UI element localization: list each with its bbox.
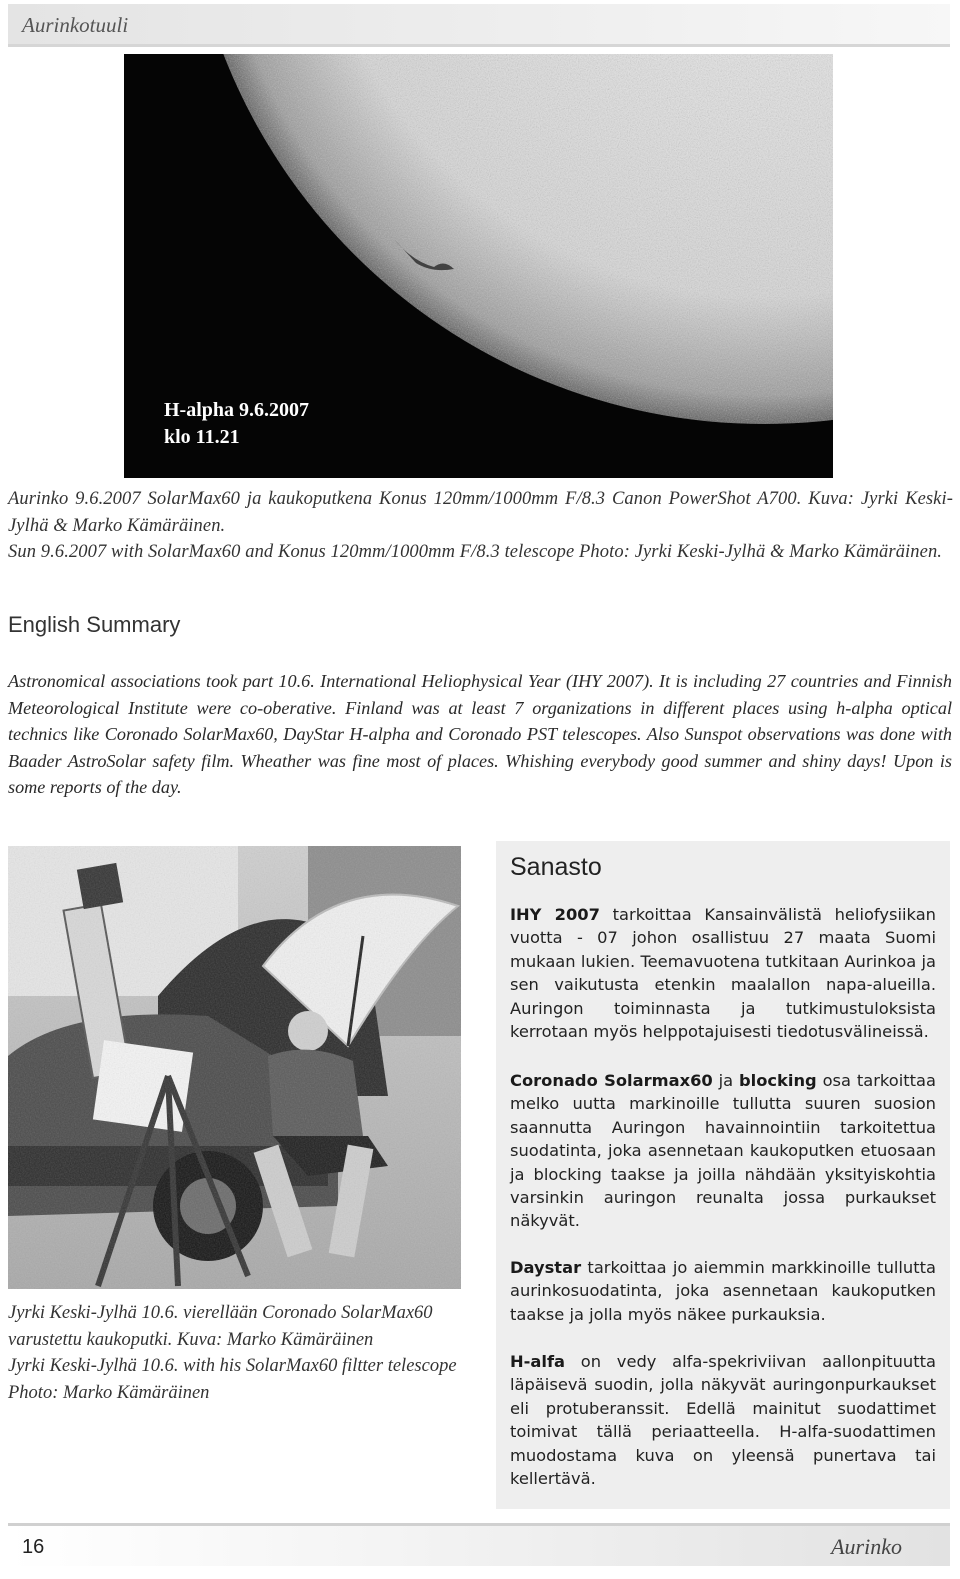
glossary-definition: tarkoittaa jo aiemmin markkinoille tullutta aurinkosuodatinta, joka asennetaan kaukoputken taakse ja jolla myös näkee purkauksia. — [510, 1258, 936, 1324]
sun-caption-finnish: Aurinko 9.6.2007 SolarMax60 ja kaukoputkena Konus 120mm/1000mm F/8.3 Canon PowerShot A700. Kuva: Jyrki Keski-Jylhä & Marko Kämäräinen. — [8, 489, 953, 536]
observer-photo-graphic — [8, 846, 461, 1289]
glossary-term: H-alfa — [510, 1352, 566, 1371]
glossary-entry-coronado — [510, 1069, 936, 1233]
footer-publication-title: Aurinko — [831, 1534, 902, 1559]
glossary-definition: tarkoittaa Kansainvälistä heliofysiikan vuotta - 07 johon osallistuu 27 maata Suomi mukaan lukien. Teemavuotena tutkitaan Aurinkoa ja sen vaikutusta etenkin maalallon napa-alueilla. Auringon toiminnasta ja tutkimustuloksista kerrotaan myös helppotajuisesti tiedotusvälineissä. — [510, 905, 936, 1042]
glossary-entry-h-alfa — [510, 1350, 936, 1490]
page-number: 16 — [22, 1536, 45, 1558]
glossary-entry-daystar — [510, 1256, 936, 1326]
sun-photo-overlay-time: klo 11.21 — [164, 426, 240, 448]
sun-photo-overlay-date: H-alpha 9.6.2007 — [164, 399, 310, 421]
glossary-title: Sanasto — [510, 853, 602, 881]
glossary-definition: osa tarkoittaa melko uutta markinoille tullutta suuren suosion saannutta Auringon havainnointiin tarkoitettua suodatinta, joka asennetaan kaukoputken etuosaan ja blocking taakse ja joilla nähdään yksityiskohtia varsinkin auringon reunalta jossa purkaukset näkyvät. — [510, 1071, 936, 1231]
running-title: Aurinkotuuli — [22, 13, 129, 37]
sun-photo-graphic — [124, 54, 833, 478]
glossary-connector: ja — [712, 1071, 739, 1090]
glossary-term: blocking — [738, 1071, 817, 1090]
glossary-entry-ihy — [510, 903, 936, 1043]
observer-photo — [8, 846, 461, 1289]
sun-photo-caption — [8, 486, 953, 566]
sun-photo — [124, 54, 833, 478]
glossary-term: Coronado Solarmax60 — [510, 1071, 713, 1090]
english-summary-heading: English Summary — [8, 612, 181, 637]
page-footer — [8, 1523, 950, 1566]
observer-photo-caption — [8, 1300, 470, 1406]
glossary-definition: on vedy alfa-spekriviivan aallonpituutta läpäisevä suodin, jolla näkyvät auringonpurkaukset eli protuberanssit. Edellä mainitut suodattimet toimivat tällä periaatteella. H-alfa-suodattimen muodostama kuva on yleensä punertava tai kellertävä. — [510, 1352, 936, 1489]
glossary-term: Daystar — [510, 1258, 582, 1277]
english-summary-body: Astronomical associations took part 10.6. International Heliophysical Year (IHY 2007). It is including 27 countries and Finnish Meteorological Institute were co-oberative. Finland was at least 7 organizations in different places using h-alpha optical technics like Coronado SolarMax60, DayStar H-alpha and Coronado PST telescopes. Also Sunspot observations was done with Baader AstroSolar safety film. Wheather was fine most of places. Whishing everybody good summer and shiny days! Upon is some reports of the day. — [8, 671, 952, 798]
page-header — [8, 4, 950, 47]
glossary-box — [496, 841, 950, 1509]
observer-caption-english: Jyrki Keski-Jylhä 10.6. with his SolarMax60 filtter telescope Photo: Marko Kämäräinen — [8, 1356, 457, 1403]
observer-caption-finnish: Jyrki Keski-Jylhä 10.6. vierellään Coronado SolarMax60 varustettu kaukoputki. Kuva: Marko Kämäräinen — [8, 1303, 433, 1350]
sun-caption-english: Sun 9.6.2007 with SolarMax60 and Konus 120mm/1000mm F/8.3 telescope Photo: Jyrki Keski-Jylhä & Marko Kämäräinen. — [8, 542, 943, 562]
glossary-term: IHY 2007 — [510, 905, 600, 924]
